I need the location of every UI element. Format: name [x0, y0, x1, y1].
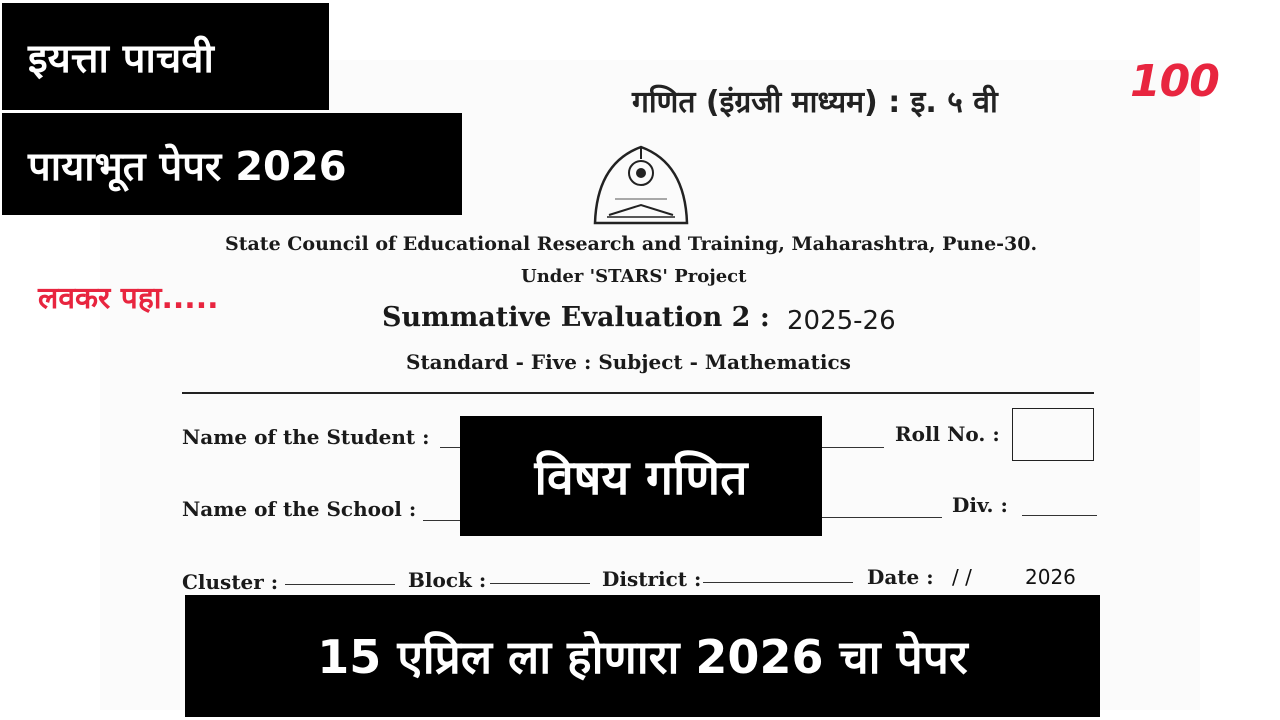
cluster-label: Cluster :: [182, 570, 279, 594]
school-name-label: Name of the School :: [182, 497, 417, 521]
school-name-line-end: [822, 517, 942, 518]
block-line: [490, 583, 590, 584]
district-label: District :: [602, 567, 702, 591]
paper-banner: पायाभूत पेपर 2026: [2, 113, 462, 215]
student-name-line: [440, 447, 460, 448]
marks-badge: 100: [1130, 56, 1219, 107]
exam-date-banner: 15 एप्रिल ला होणारा 2026 चा पेपर: [185, 595, 1100, 717]
roll-no-label: Roll No. :: [895, 422, 1000, 446]
date-year: 2026: [1025, 565, 1076, 589]
header-divider: [182, 392, 1094, 394]
scert-emblem-icon: [585, 143, 697, 231]
division-label: Div. :: [952, 493, 1008, 517]
hurry-text: लवकर पहा.....: [38, 281, 219, 316]
subject-banner: विषय गणित: [460, 416, 822, 536]
standard-banner: इयत्ता पाचवी: [2, 3, 329, 110]
school-name-line: [423, 520, 460, 521]
paper-subject-medium: गणित (इंग्रजी माध्यम) : इ. ५ वी: [632, 85, 998, 120]
date-separators: / /: [952, 565, 972, 589]
project-name: Under 'STARS' Project: [521, 266, 747, 287]
division-line: [1022, 515, 1097, 516]
exam-year: 2025-26: [787, 306, 896, 336]
date-label: Date :: [867, 565, 934, 589]
roll-no-box: [1012, 408, 1094, 461]
district-line: [703, 582, 853, 583]
student-name-line-end: [822, 447, 884, 448]
block-label: Block :: [408, 568, 487, 592]
student-name-label: Name of the Student :: [182, 425, 430, 449]
standard-subject: Standard - Five : Subject - Mathematics: [406, 350, 851, 374]
council-name: State Council of Educational Research and Training, Maharashtra, Pune-30.: [225, 233, 1038, 255]
exam-title: Summative Evaluation 2 :: [382, 302, 770, 333]
cluster-line: [285, 584, 395, 585]
